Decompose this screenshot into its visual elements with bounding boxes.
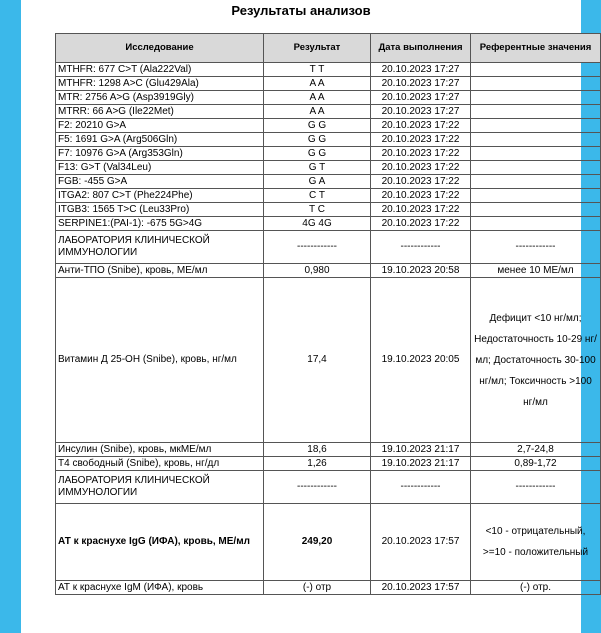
test-date: 20.10.2023 17:22 [371,147,471,161]
table-row [56,105,601,119]
test-result: G G [264,147,371,161]
test-result: G G [264,133,371,147]
test-ref [471,175,601,189]
test-date: 20.10.2023 17:57 [371,504,471,581]
test-date: 20.10.2023 17:22 [371,203,471,217]
test-name: Витамин Д 25-ОН (Snibe), кровь, нг/мл [56,278,264,443]
test-result: 1,26 [264,457,371,471]
section-row [56,231,601,264]
table-row [56,161,601,175]
header-result: Результат [264,34,371,63]
section-dash: ------------ [264,471,371,504]
section-dash: ------------ [371,231,471,264]
section-label: ЛАБОРАТОРИЯ КЛИНИЧЕСКОЙ ИММУНОЛОГИИ [56,471,264,504]
test-date: 20.10.2023 17:22 [371,133,471,147]
test-result: G T [264,161,371,175]
test-name: Инсулин (Snibe), кровь, мкМЕ/мл [56,443,264,457]
table-row [56,443,601,457]
test-ref [471,63,601,77]
test-ref [471,189,601,203]
section-dash: ------------ [371,471,471,504]
results-table [55,33,601,595]
table-row [56,63,601,77]
test-result: 4G 4G [264,217,371,231]
test-ref: Дефицит <10 нг/мл; Недостаточность 10-29 нг/мл; Достаточность 30-100 нг/мл; Токсичность >100 нг/мл [471,278,601,443]
section-dash: ------------ [471,471,601,504]
test-name: ITGA2: 807 C>T (Phe224Phe) [56,189,264,203]
test-result: G A [264,175,371,189]
test-date: 19.10.2023 20:05 [371,278,471,443]
test-ref [471,77,601,91]
section-dash: ------------ [264,231,371,264]
test-ref: 2,7-24,8 [471,443,601,457]
test-name: F13: G>T (Val34Leu) [56,161,264,175]
header-date: Дата выполнения [371,34,471,63]
test-name: F5: 1691 G>A (Arg506Gln) [56,133,264,147]
test-result: A A [264,105,371,119]
test-date: 19.10.2023 20:58 [371,264,471,278]
test-result: 17,4 [264,278,371,443]
test-date: 20.10.2023 17:27 [371,63,471,77]
table-row [56,91,601,105]
test-date: 20.10.2023 17:57 [371,581,471,595]
test-name: MTHFR: 677 C>T (Ala222Val) [56,63,264,77]
results-sheet [21,0,597,633]
table-row [56,278,601,443]
test-result: A A [264,77,371,91]
test-ref [471,119,601,133]
test-result: (-) отр [264,581,371,595]
test-name: MTR: 2756 A>G (Asp3919Gly) [56,91,264,105]
table-row [56,581,601,595]
test-name: SERPINE1:(PAI-1): -675 5G>4G [56,217,264,231]
test-name: F2: 20210 G>A [56,119,264,133]
test-ref: 0,89-1,72 [471,457,601,471]
table-row [56,119,601,133]
table-row [56,133,601,147]
test-date: 20.10.2023 17:22 [371,189,471,203]
test-ref [471,91,601,105]
test-ref: <10 - отрицательный, >=10 - положительный [471,504,601,581]
test-date: 20.10.2023 17:27 [371,105,471,119]
test-result: 249,20 [264,504,371,581]
test-date: 19.10.2023 21:17 [371,457,471,471]
table-row [56,457,601,471]
section-label: ЛАБОРАТОРИЯ КЛИНИЧЕСКОЙ ИММУНОЛОГИИ [56,231,264,264]
test-result: G G [264,119,371,133]
test-name: MTHFR: 1298 A>C (Glu429Ala) [56,77,264,91]
test-result: T C [264,203,371,217]
table-row [56,203,601,217]
table-row [56,147,601,161]
page-title: Результаты анализов [231,3,371,18]
test-name: Т4 свободный (Snibe), кровь, нг/дл [56,457,264,471]
test-name: Анти-ТПО (Snibe), кровь, МЕ/мл [56,264,264,278]
test-date: 19.10.2023 21:17 [371,443,471,457]
test-ref [471,217,601,231]
table-row [56,189,601,203]
table-row [56,77,601,91]
test-date: 20.10.2023 17:22 [371,119,471,133]
test-name: АТ к краснухе IgG (ИФА), кровь, МЕ/мл [56,504,264,581]
test-date: 20.10.2023 17:22 [371,217,471,231]
table-row [56,217,601,231]
test-ref [471,105,601,119]
table-row [56,504,601,581]
test-date: 20.10.2023 17:27 [371,91,471,105]
test-name: АТ к краснухе IgM (ИФА), кровь [56,581,264,595]
test-ref [471,133,601,147]
test-name: FGB: -455 G>A [56,175,264,189]
test-date: 20.10.2023 17:22 [371,161,471,175]
test-name: MTRR: 66 A>G (Ile22Met) [56,105,264,119]
section-row [56,471,601,504]
test-ref [471,147,601,161]
test-result: 18,6 [264,443,371,457]
test-result: C T [264,189,371,203]
table-header-row [56,34,601,63]
test-name: F7: 10976 G>A (Arg353Gln) [56,147,264,161]
test-result: T T [264,63,371,77]
test-result: 0,980 [264,264,371,278]
test-date: 20.10.2023 17:27 [371,77,471,91]
table-row [56,264,601,278]
test-result: A A [264,91,371,105]
test-ref [471,203,601,217]
section-dash: ------------ [471,231,601,264]
header-ref: Референтные значения [471,34,601,63]
table-row [56,175,601,189]
test-ref: менее 10 МЕ/мл [471,264,601,278]
test-date: 20.10.2023 17:22 [371,175,471,189]
test-ref [471,161,601,175]
header-test: Исследование [56,34,264,63]
test-name: ITGB3: 1565 T>C (Leu33Pro) [56,203,264,217]
test-ref: (-) отр. [471,581,601,595]
